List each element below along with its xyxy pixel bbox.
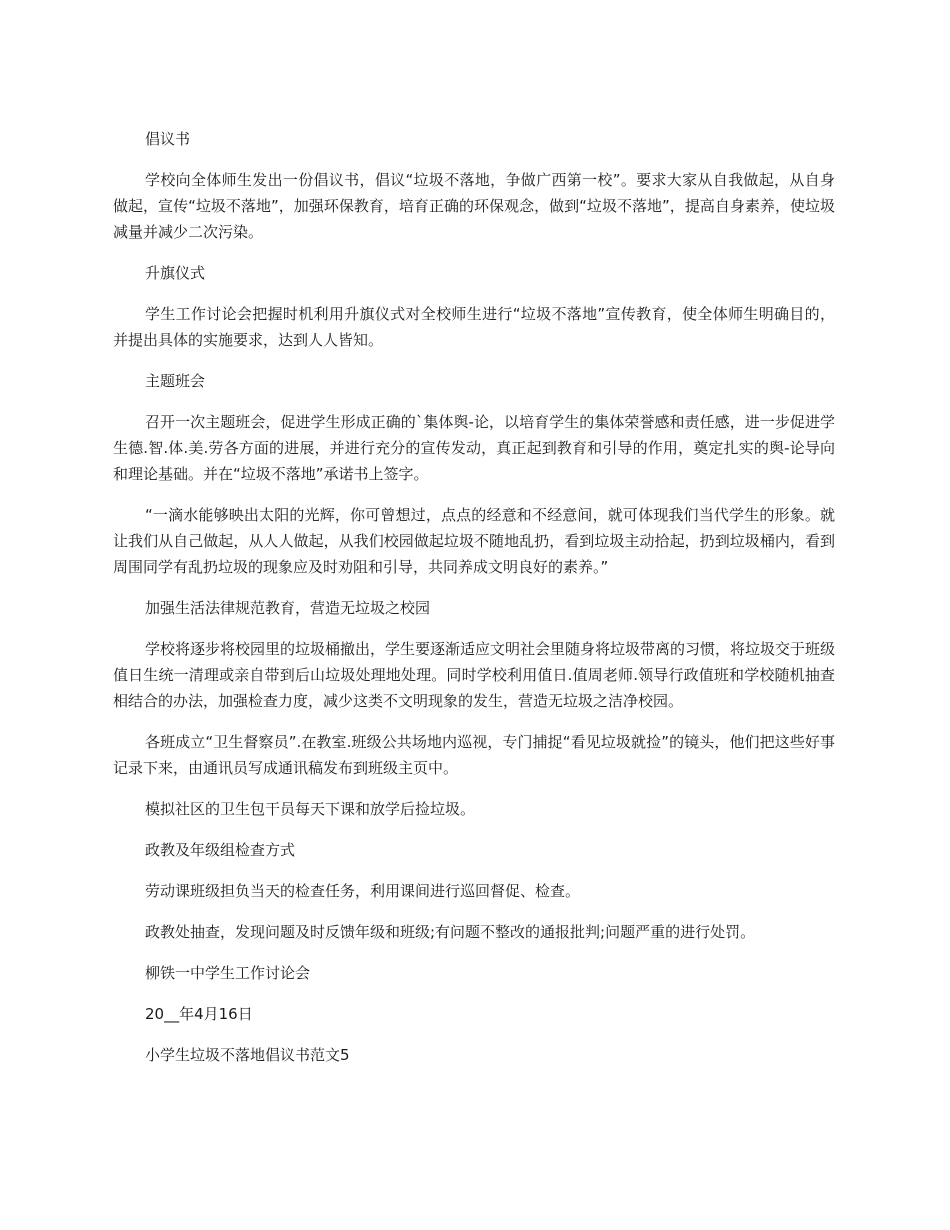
heading-proposal: 倡议书 <box>145 130 191 148</box>
paragraph-flag-ceremony: 学生工作讨论会把握时机利用升旗仪式对全校师生进行“垃圾不落地”宣传教育，使全体师生明确目的，并提出具体的实施要求，达到人人皆知。 <box>113 305 835 349</box>
signature-date: 20__年4月16日 <box>145 1005 253 1023</box>
paragraph-proposal: 学校向全体师生发出一份倡议书，倡议“垃圾不落地，争做广西第一校”。要求大家从自我做起，从自身做起，宣传“垃圾不落地”，加强环保教育，培育正确的环保观念，做到“垃圾不落地”，提高自身素养，使垃圾减量并减少二次污染。 <box>113 171 835 241</box>
document-body <box>113 126 835 1083</box>
signature-organization: 柳铁一中学生工作讨论会 <box>145 964 311 982</box>
paragraph-quote: “一滴水能够映出太阳的光辉，你可曾想过，点点的经意和不经意间，就可体现我们当代学生的形象。就让我们从自己做起，从人人做起，从我们校园做起垃圾不随地乱扔，看到垃圾主动拾起，扔到垃圾桶内，看到周围同学有乱扔垃圾的现象应及时劝阻和引导，共同养成文明良好的素养。” <box>113 506 835 576</box>
paragraph-inspectors: 各班成立“卫生督察员”.在教室.班级公共场地内巡视，专门捕捉“看见垃圾就捡”的镜头，他们把这些好事记录下来，由通讯员写成通讯稿发布到班级主页中。 <box>113 733 835 777</box>
paragraph-labor-class: 劳动课班级担负当天的检查任务，利用课间进行巡回督促、检查。 <box>145 882 581 900</box>
paragraph-class-meeting: 召开一次主题班会，促进学生形成正确的`集体舆-论，以培育学生的集体荣誉感和责任感，进一步促进学生德.智.体.美.劳各方面的进展，并进行充分的宣传发动，真正起到教育和引导的作用，奠定扎实的舆-论导向和理论基础。并在“垃圾不落地”承诺书上签字。 <box>113 413 835 483</box>
heading-inspection: 政教及年级组检查方式 <box>145 841 296 859</box>
paragraph-community: 模拟社区的卫生包干员每天下课和放学后捡垃圾。 <box>145 800 476 818</box>
heading-law-education: 加强生活法律规范教育，营造无垃圾之校园 <box>145 599 431 617</box>
paragraph-spot-check: 政教处抽查，发现问题及时反馈年级和班级;有问题不整改的通报批判;问题严重的进行处罚。 <box>145 923 756 941</box>
heading-flag-ceremony: 升旗仪式 <box>145 264 206 282</box>
next-article-title: 小学生垃圾不落地倡议书范文5 <box>145 1046 350 1064</box>
paragraph-trash-bins: 学校将逐步将校园里的垃圾桶撤出，学生要逐渐适应文明社会里随身将垃圾带离的习惯，将垃圾交于班级值日生统一清理或亲自带到后山垃圾处理地处理。同时学校利用值日.值周老师.领导行政值班和学校随机抽查相结合的办法，加强检查力度，减少这类不文明现象的发生，营造无垃圾之洁净校园。 <box>113 640 836 710</box>
heading-class-meeting: 主题班会 <box>145 372 206 390</box>
